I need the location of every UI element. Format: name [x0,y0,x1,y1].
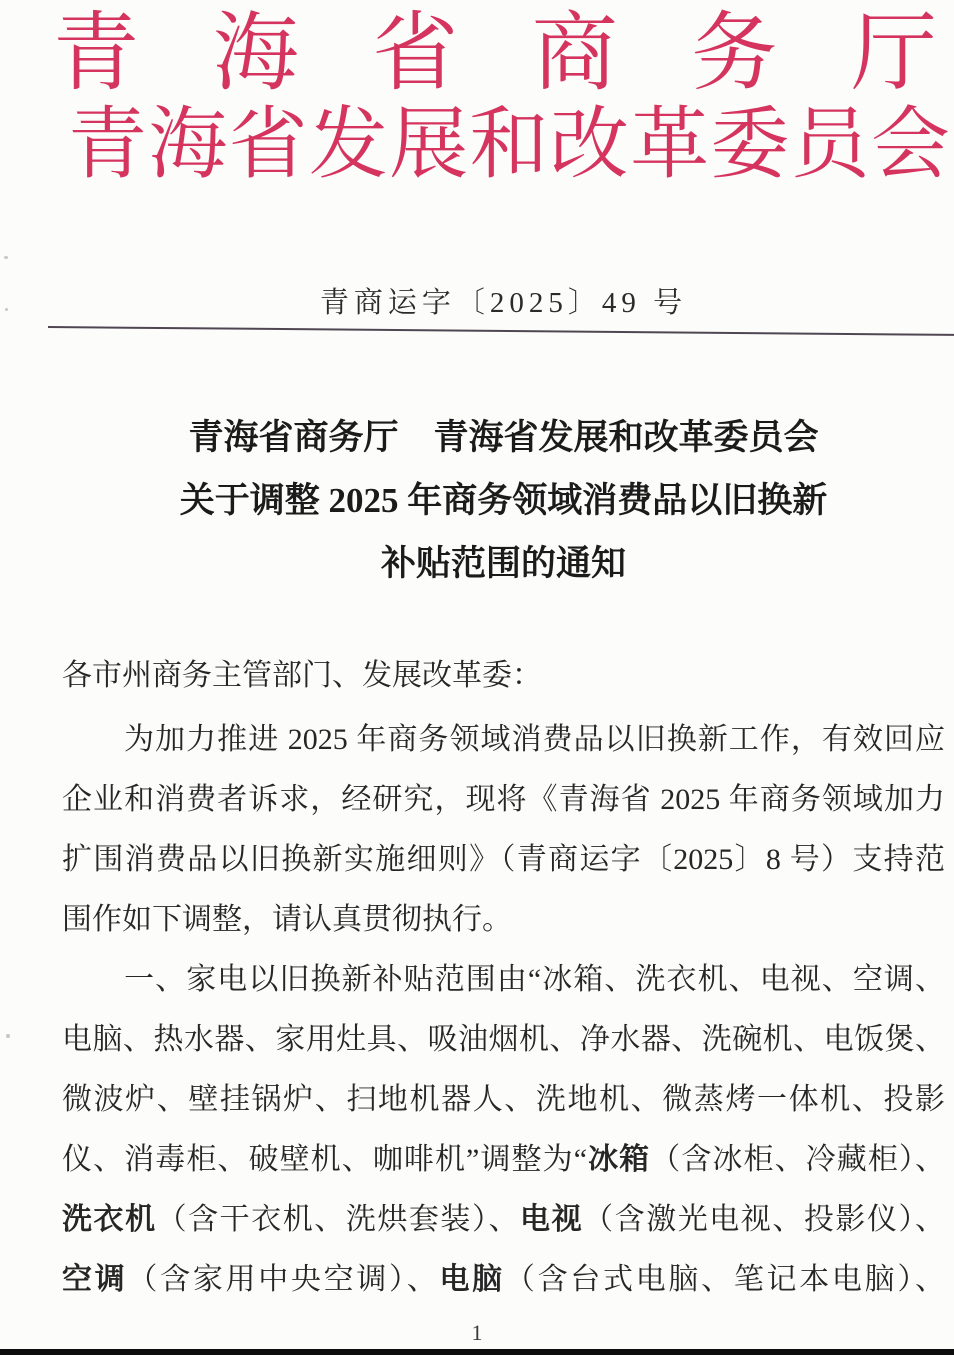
letterhead-char: 省 [372,5,459,101]
body-line-5 [62,950,945,1010]
letterhead-char: 海 [148,102,228,189]
letterhead-char: 发 [308,102,388,189]
scan-speck [5,308,8,311]
body-text-segment: 围作如下调整，请认真贯彻执行。 [62,903,512,936]
letterhead-char: 省 [228,102,308,189]
letterhead-char: 海 [212,5,299,101]
body-text-segment: 微波炉、壁挂锅炉、扫地机器人、洗地机、微蒸烤一体机、投影 [62,1083,945,1116]
body-text-segment: （含家用中央空调）、 [127,1263,440,1296]
body-text-segment: 为加力推进 2025 年商务领域消费品以旧换新工作，有效回应 [62,723,945,756]
body-line-7 [62,1070,945,1130]
body-text-segment: 企业和消费者诉求，经研究，现将《青海省 2025 年商务领域加力 [62,783,945,816]
letterhead-agency-line-2 [68,102,950,189]
scan-edge-band [0,1349,954,1355]
body-line-9 [62,1190,945,1250]
body-line-6 [62,1010,945,1070]
body-text-segment: （含干衣机、洗烘套装）、 [156,1203,521,1236]
header-divider-rule [48,326,954,336]
body-text-segment: （含冰柜、冷藏柜）、 [650,1143,945,1176]
body-line-10 [62,1250,945,1310]
letterhead-char: 革 [630,102,710,189]
letterhead-agency-line-1 [53,5,937,101]
scan-speck [4,256,8,259]
document-body [62,710,945,1310]
letterhead-char: 青 [68,102,147,189]
product-term-bold: 洗衣机 [62,1203,157,1236]
letterhead-char: 改 [549,102,629,189]
letterhead-char: 青 [53,5,139,101]
letterhead-char: 务 [691,5,778,101]
body-text-segment: 扩围消费品以旧换新实施细则》（青商运字〔2025〕8 号）支持范 [62,843,945,876]
letterhead-char: 委 [710,102,790,189]
product-term-bold: 电视 [520,1203,584,1236]
product-term-bold: 空调 [62,1263,128,1296]
letterhead-char: 厅 [850,5,937,101]
scan-speck [6,1034,10,1038]
body-text-segment: 电脑、热水器、家用灶具、吸油烟机、净水器、洗碗机、电饭煲、 [62,1023,945,1056]
document-number: 青商运字〔2025〕49 号 [319,287,688,319]
letterhead-char: 和 [469,102,549,189]
letterhead-char: 展 [389,102,469,189]
document-title-line-3: 补贴范围的通知 [380,544,626,583]
salutation-line: 各市州商务主管部门、发展改革委： [62,659,542,692]
document-title-line-1: 青海省商务厅 青海省发展和改革委员会 [188,418,819,457]
body-line-1 [62,710,945,770]
document-title [62,406,945,595]
letterhead-char: 商 [531,5,618,101]
letterhead-char: 会 [870,102,950,189]
product-term-bold: 冰箱 [587,1143,651,1176]
body-text-segment: （含激光电视、投影仪）、 [583,1203,946,1236]
page-number: 1 [471,1320,483,1345]
body-text-segment: （含台式电脑、笔记本电脑）、 [504,1263,946,1296]
body-line-4 [62,890,945,950]
product-term-bold: 电脑 [439,1263,505,1296]
document-title-line-2: 关于调整 2025 年商务领域消费品以旧换新 [179,481,828,520]
letterhead-char: 员 [790,102,870,189]
body-text-segment: 一、家电以旧换新补贴范围由“冰箱、洗衣机、电视、空调、 [62,963,945,996]
body-line-2 [62,770,945,830]
body-text-segment: 仪、消毒柜、破壁机、咖啡机”调整为“ [62,1143,588,1176]
body-line-3 [62,830,945,890]
body-line-8 [62,1130,945,1190]
